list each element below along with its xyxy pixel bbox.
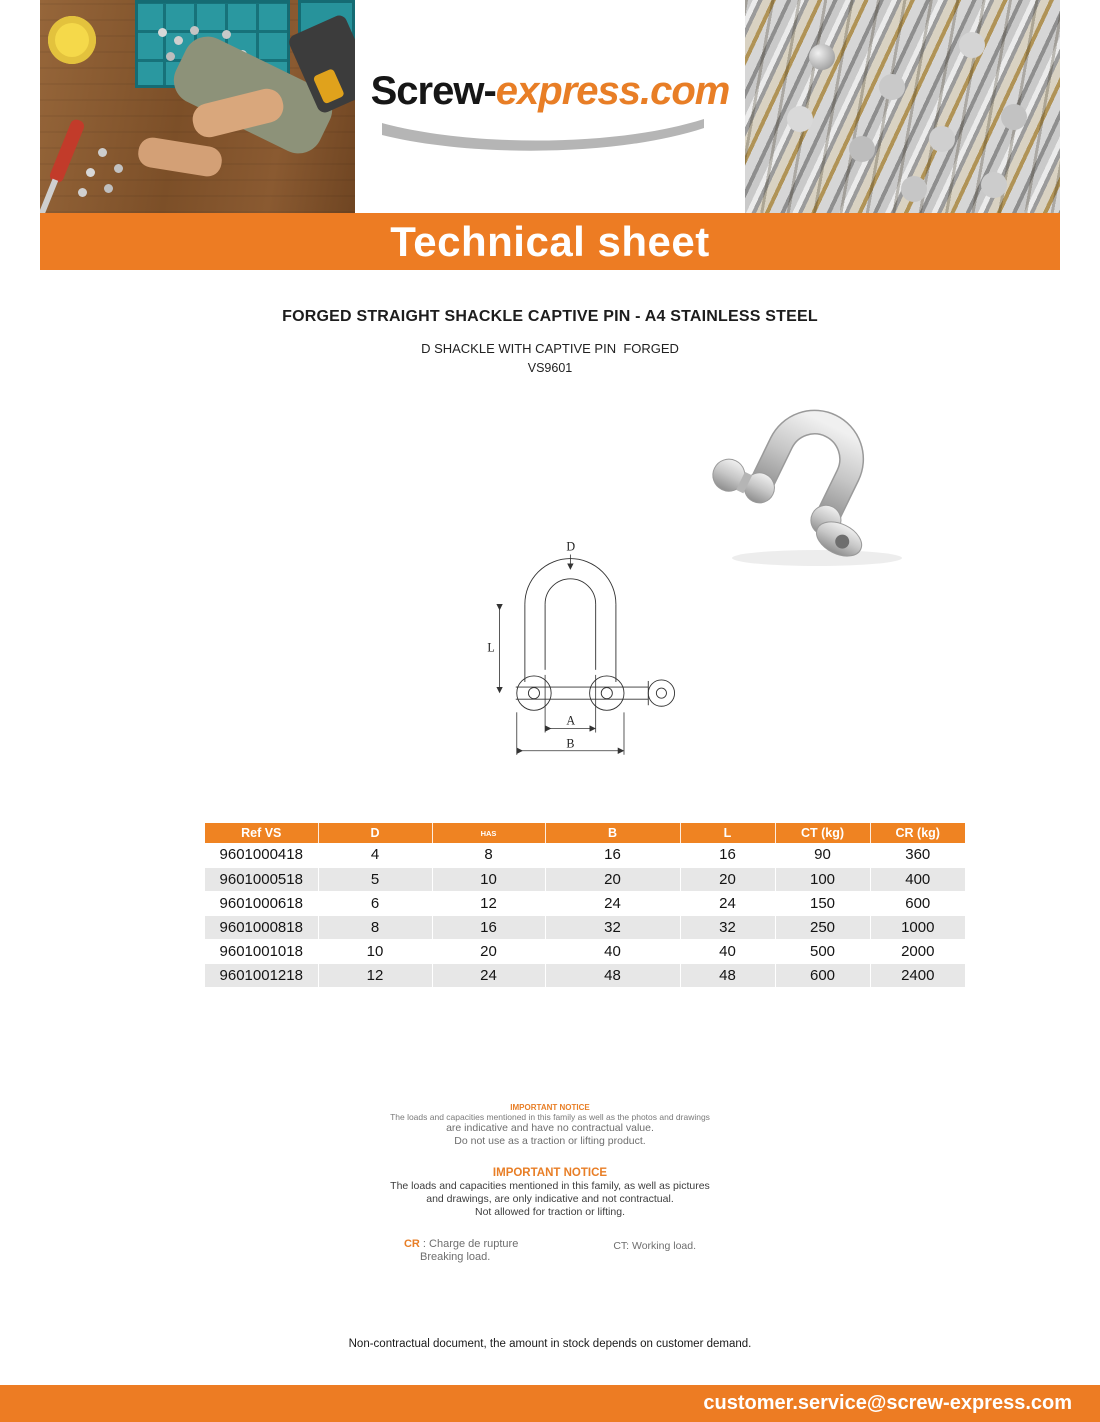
cell-a: 20 [432, 939, 545, 963]
table-row [205, 891, 965, 915]
technical-drawing [448, 508, 713, 773]
cell-a: 12 [432, 891, 545, 915]
cell-a: 16 [432, 915, 545, 939]
dim-label-a: A [566, 713, 576, 728]
cell-d: 8 [318, 915, 432, 939]
cell-b: 32 [545, 915, 680, 939]
cell-ref: 9601001218 [205, 963, 318, 987]
legend-cr-english: Breaking load. [419, 1251, 491, 1263]
legend-cr-abbr: CR [403, 1238, 420, 1250]
cell-l: 40 [680, 939, 775, 963]
legend-ct: CT: Working load. [613, 1240, 697, 1252]
cell-ct: 250 [775, 915, 870, 939]
cell-ct: 500 [775, 939, 870, 963]
cell-l: 32 [680, 915, 775, 939]
banner-title: Technical sheet [390, 217, 710, 265]
logo [355, 0, 745, 213]
logo-text [371, 69, 730, 113]
shackle-photo-graphic [692, 382, 942, 572]
col-header-d: D [318, 823, 432, 843]
logo-part-screw: Screw- [370, 68, 496, 113]
diagram-pin-head [648, 680, 674, 706]
shackle-outline [516, 559, 675, 711]
table-row [205, 843, 965, 867]
table-row [205, 867, 965, 891]
cell-b: 40 [545, 939, 680, 963]
notice-1-line-2: are indicative and have no contractual value. [446, 1122, 654, 1134]
notice-1-line-1: The loads and capacities mentioned in this family as well as the photos and drawings [390, 1112, 710, 1122]
col-header-l: L [680, 823, 775, 843]
cell-b: 48 [545, 963, 680, 987]
screw-heads [809, 44, 835, 70]
table-row [205, 939, 965, 963]
notice-2-line-1: The loads and capacities mentioned in this family, as well as pictures [390, 1180, 710, 1192]
legend-cr [404, 1238, 518, 1263]
workbench-photo [40, 0, 355, 213]
cell-a: 10 [432, 867, 545, 891]
cell-d: 10 [318, 939, 432, 963]
footer-bar [0, 1385, 1100, 1422]
dim-label-d: D [566, 539, 576, 554]
notice-2-title: IMPORTANT NOTICE [492, 1167, 608, 1179]
table-row [205, 915, 965, 939]
cell-cr: 2000 [870, 939, 965, 963]
logo-swoosh-icon [378, 115, 708, 151]
notice-2-line-2: and drawings, are only indicative and not contractual. [426, 1193, 674, 1206]
cell-l: 24 [680, 891, 775, 915]
screwdriver [48, 118, 86, 184]
cell-a: 24 [432, 963, 545, 987]
notice-1-title: IMPORTANT NOTICE [510, 1103, 590, 1112]
banner [40, 213, 1060, 270]
screw-pile [158, 28, 167, 37]
tape-measure [48, 16, 96, 64]
customer-service-email: customer.service@screw-express.com [703, 1392, 1072, 1414]
cell-ct: 100 [775, 867, 870, 891]
spec-table [205, 823, 965, 988]
cell-d: 6 [318, 891, 432, 915]
table-row [205, 963, 965, 987]
cell-l: 20 [680, 867, 775, 891]
dimension-lines [500, 555, 624, 755]
product-title: FORGED STRAIGHT SHACKLE CAPTIVE PIN - A4 STAINLESS STEEL [282, 308, 818, 325]
table-header-row [205, 823, 965, 843]
cell-cr: 400 [870, 867, 965, 891]
cell-a: 8 [432, 843, 545, 867]
cell-cr: 360 [870, 843, 965, 867]
cell-d: 12 [318, 963, 432, 987]
notice-2-line-3: Not allowed for traction or lifting. [475, 1206, 625, 1219]
cell-b: 20 [545, 867, 680, 891]
dim-label-l: L [487, 640, 495, 655]
cell-l: 16 [680, 843, 775, 867]
screws-photo [745, 0, 1060, 213]
product-photo-shackle [692, 382, 942, 572]
shackle-diagram [448, 508, 713, 773]
shackle-body [704, 388, 904, 563]
product-subtitle: D SHACKLE WITH CAPTIVE PIN FORGED [421, 341, 679, 356]
shackle-shadow [732, 550, 902, 566]
cell-cr: 600 [870, 891, 965, 915]
cell-b: 24 [545, 891, 680, 915]
legend-cr-french: : Charge de rupture [419, 1238, 519, 1250]
cell-l: 48 [680, 963, 775, 987]
logo-part-express: express.com [495, 68, 730, 113]
cell-b: 16 [545, 843, 680, 867]
cell-ct: 600 [775, 963, 870, 987]
cell-ct: 90 [775, 843, 870, 867]
cell-d: 5 [318, 867, 432, 891]
cell-ref: 9601000418 [205, 843, 318, 867]
product-reference: VS9601 [527, 361, 573, 375]
cell-cr: 2400 [870, 963, 965, 987]
worker-hand-2 [136, 136, 224, 179]
page-header [40, 0, 1060, 213]
dimension-labels [487, 539, 575, 750]
cell-ref: 9601000518 [205, 867, 318, 891]
legend-cr-line [404, 1238, 518, 1250]
important-notice-2 [0, 1167, 1100, 1219]
cell-cr: 1000 [870, 915, 965, 939]
col-header-b: B [545, 823, 680, 843]
col-header-a: HAS [432, 823, 545, 843]
col-header-ref: Ref VS [205, 823, 318, 843]
cell-ref: 9601000818 [205, 915, 318, 939]
legend [0, 1238, 1100, 1263]
cell-ref: 9601000618 [205, 891, 318, 915]
col-header-cr: CR (kg) [870, 823, 965, 843]
cell-ref: 9601001018 [205, 939, 318, 963]
col-header-ct: CT (kg) [775, 823, 870, 843]
notice-1-line-3: Do not use as a traction or lifting product. [454, 1135, 646, 1148]
dim-label-b: B [566, 736, 575, 751]
cell-d: 4 [318, 843, 432, 867]
important-notice-1 [0, 1103, 1100, 1148]
cell-ct: 150 [775, 891, 870, 915]
non-contractual-note: Non-contractual document, the amount in stock depends on customer demand. [348, 1338, 752, 1350]
